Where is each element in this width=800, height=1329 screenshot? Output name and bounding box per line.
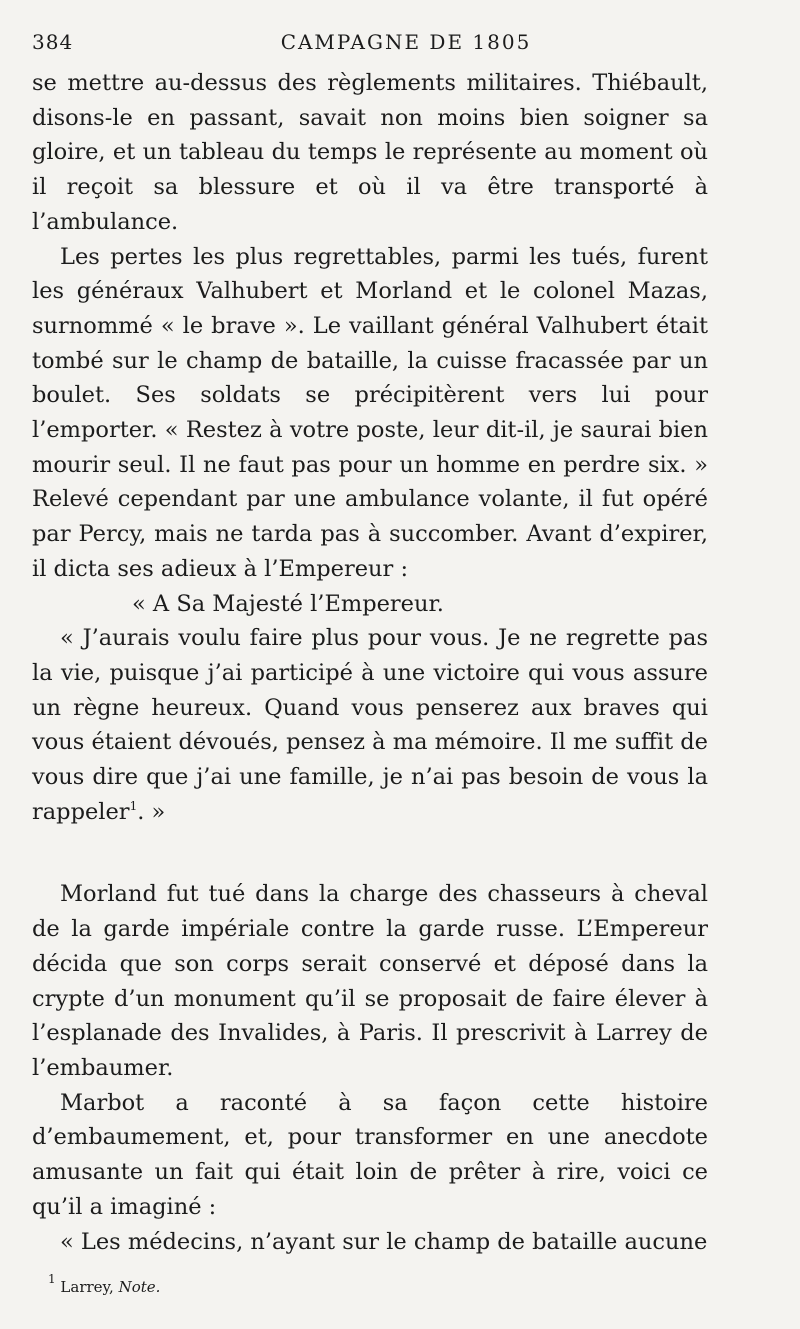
paragraph-losses: Les pertes les plus regrettables, parmi les tués, furent les généraux Valhubert et Morland et le colonel Mazas, surnommé « le brave ». Le vaillant général Valhubert était tombé sur le champ de bataille, la cuisse fracassée par un boulet. Ses soldats se précipitèrent vers lui pour l’emporter. « Restez à votre poste, leur dit-il, je saurai bien mourir seul. Il ne faut pas pour un homme en perdre six. » Relevé cependant par une ambulance volante, il fut opéré par Percy, mais ne tarda pas à succomber. Avant d’expirer, il dicta ses adieux à l’Empereur : (32, 243, 708, 582)
footnote-note: Note. (118, 1278, 161, 1296)
letter-close: . » (137, 798, 166, 825)
footnote-marker: 1 (48, 1272, 56, 1286)
footnote (48, 1272, 161, 1296)
page-body (32, 66, 708, 1259)
paragraph-marbot: Marbot a raconté à sa façon cette histoire d’embaumement, et, pour transformer en une anecdote amusante un fait qui était loin de prêter à rire, voici ce qu’il a imaginé : (32, 1089, 708, 1220)
letter-salutation: « A Sa Majesté l’Empereur. (132, 590, 444, 617)
letter-body (32, 621, 708, 829)
paragraph-morland: Morland fut tué dans la charge des chasseurs à cheval de la garde impériale contre la garde russe. L’Empereur décida que son corps serait conservé et déposé dans la crypte d’un monument qu’il se proposait de faire élever à l’esplanade des Invalides, à Paris. Il prescrivit à Larrey de l’embaumer. (32, 881, 708, 1081)
paragraph-quote-start: « Les médecins, n’ayant sur le champ de bataille aucune (60, 1228, 708, 1255)
footnote-reference: 1 (129, 798, 138, 813)
paragraph-continuation: se mettre au-dessus des règlements militaires. Thiébault, disons-le en passant, savait non moins bien soigner sa gloire, et un tableau du temps le représente au moment où il reçoit sa blessure et où il va être transporté à l’ambulance. (32, 70, 708, 235)
footnote-text: Larrey, (60, 1278, 114, 1296)
page-header (32, 30, 720, 60)
page-number: 384 (32, 30, 74, 54)
letter-text: « J’aurais voulu faire plus pour vous. Je ne regrette pas la vie, puisque j’ai participé à une victoire qui vous assure un règne heureux. Quand vous penserez aux braves qui vous étaient dévoués, pensez à ma mémoire. Il me suffit de vous dire que j’ai une famille, je n’ai pas besoin de vous la rappeler (32, 625, 708, 825)
section-gap (32, 829, 708, 877)
running-title: CAMPAGNE DE 1805 (280, 30, 532, 54)
